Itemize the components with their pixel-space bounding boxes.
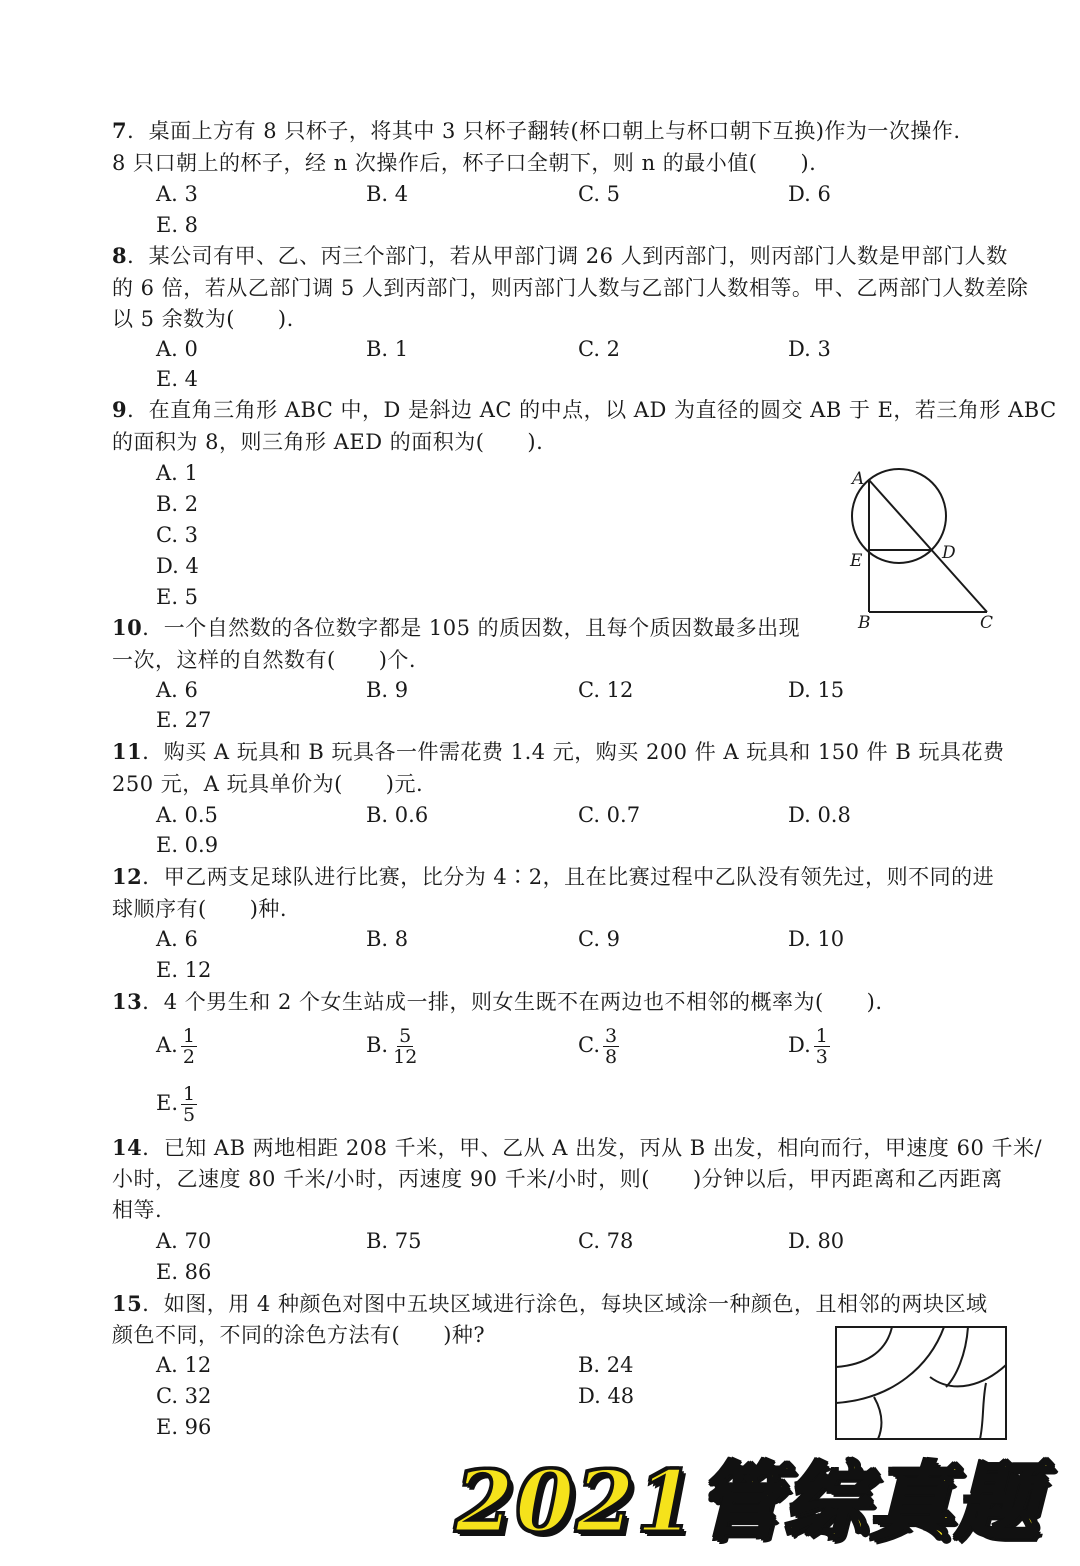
q15-option-e: E. 96: [156, 1415, 212, 1439]
q12-option-a: A. 6: [156, 927, 198, 951]
q11-option-c: C. 0.7: [578, 803, 641, 827]
figure-frame: [836, 1327, 1006, 1439]
q15-option-a: A. 12: [156, 1353, 212, 1377]
q7-option-e: E. 8: [156, 213, 199, 237]
q7-line-1: 7．桌面上方有 8 只杯子，将其中 3 只杯子翻转(杯口朝上与杯口朝下互换)作为一次操作.: [112, 118, 961, 143]
figure-divider-3: [980, 1383, 986, 1439]
q9-option-e: E. 5: [156, 585, 199, 609]
q15-line-1: 15．如图，用 4 种颜色对图中五块区域进行涂色，每块区域涂一种颜色，且相邻的两块区域: [112, 1291, 988, 1316]
q11-option-b: B. 0.6: [366, 803, 429, 827]
figure-arc-outer: [836, 1327, 892, 1367]
q7-line-2: 8 只口朝上的杯子，经 n 次操作后，杯子口全朝下，则 n 的最小值( ).: [112, 151, 817, 175]
q9-line-1: 9．在直角三角形 ABC 中，D 是斜边 AC 的中点，以 AD 为直径的圆交 AB 于 E，若三角形 ABC: [112, 397, 1057, 422]
q12-line-1: 12．甲乙两支足球队进行比赛，比分为 4∶2，且在比赛过程中乙队没有领先过，则不同的进: [112, 864, 995, 889]
q11-line-1: 11．购买 A 玩具和 B 玩具各一件需花费 1.4 元，购买 200 件 A 玩具和 150 件 B 玩具花费: [112, 739, 1005, 764]
q9-option-b: B. 2: [156, 492, 199, 516]
q14-line-2: 小时，乙速度 80 千米/小时，丙速度 90 千米/小时，则( )分钟以后，甲丙距离和乙丙距离: [112, 1167, 1003, 1191]
q8-option-d: D. 3: [788, 337, 831, 361]
q9-option-d: D. 4: [156, 554, 199, 578]
q15-option-b: B. 24: [578, 1353, 634, 1377]
q13-option-d: D. $\frac{1}{3}$: [788, 1025, 828, 1068]
figure-label-a: A: [852, 469, 865, 489]
q10-option-d: D. 15: [788, 678, 845, 702]
q14-option-d: D. 80: [788, 1229, 845, 1253]
q13-option-a: A. $\frac{1}{2}$: [156, 1025, 195, 1068]
fraction: $\frac{1}{5}$: [183, 1083, 196, 1126]
figure-label-e: E: [850, 551, 863, 571]
q13-option-c: C. $\frac{3}{8}$: [578, 1025, 618, 1068]
q14-option-c: C. 78: [578, 1229, 634, 1253]
q10-option-c: C. 12: [578, 678, 634, 702]
q15-option-c: C. 32: [156, 1384, 212, 1408]
q9-number: 9: [112, 397, 128, 422]
q9-option-a: A. 1: [156, 461, 198, 485]
q8-option-c: C. 2: [578, 337, 621, 361]
q14-line-3: 相等.: [112, 1198, 163, 1222]
fraction: $\frac{1}{3}$: [815, 1025, 828, 1068]
q8-line-2: 的 6 倍，若从乙部门调 5 人到丙部门，则丙部门人数与乙部门人数相等。甲、乙两部门人数差除: [112, 276, 1029, 300]
q14-option-a: A. 70: [156, 1229, 212, 1253]
fraction: $\frac{1}{2}$: [182, 1025, 195, 1068]
q10-line-2: 一次，这样的自然数有( )个.: [112, 648, 417, 672]
q7-option-d: D. 6: [788, 182, 831, 206]
q10-option-b: B. 9: [366, 678, 409, 702]
q8-option-b: B. 1: [366, 337, 409, 361]
q14-option-e: E. 86: [156, 1260, 212, 1284]
q13-line-1: 13．4 个男生和 2 个女生站成一排，则女生既不在两边也不相邻的概率为( ).: [112, 989, 883, 1014]
five-region-figure: [834, 1325, 1010, 1443]
q12-line-2: 球顺序有( )种.: [112, 897, 288, 921]
figure-side-ac: [869, 480, 987, 612]
q7-option-b: B. 4: [366, 182, 409, 206]
fraction: $\frac{3}{8}$: [605, 1025, 618, 1068]
figure-label-c: C: [980, 613, 994, 633]
q9-line-2: 的面积为 8，则三角形 AED 的面积为( ).: [112, 430, 544, 454]
q10-number: 10: [112, 615, 143, 640]
q8-number: 8: [112, 243, 128, 268]
q11-option-e: E. 0.9: [156, 833, 219, 857]
figure-divider-2: [946, 1327, 968, 1387]
fraction: $\frac{5}{12}$: [393, 1025, 418, 1068]
q8-option-a: A. 0: [156, 337, 198, 361]
q8-line-3: 以 5 余数为( ).: [112, 307, 294, 331]
q13-option-b: B. $\frac{5}{12}$: [366, 1025, 418, 1068]
q15-number: 15: [112, 1291, 143, 1316]
q10-line-1: 10．一个自然数的各位数字都是 105 的质因数，且每个质因数最多出现: [112, 615, 801, 640]
q7-number: 7: [112, 118, 128, 143]
q12-option-d: D. 10: [788, 927, 845, 951]
q12-option-b: B. 8: [366, 927, 409, 951]
triangle-circle-figure: [840, 460, 1010, 640]
q15-option-d: D. 48: [578, 1384, 635, 1408]
q8-line-1: 8．某公司有甲、乙、丙三个部门，若从甲部门调 26 人到丙部门，则丙部门人数是甲部门人数: [112, 243, 1008, 268]
q9-option-c: C. 3: [156, 523, 199, 547]
figure-arc-right: [930, 1365, 1006, 1386]
q10-option-a: A. 6: [156, 678, 198, 702]
q14-line-1: 14．已知 AB 两地相距 208 千米，甲、乙从 A 出发，丙从 B 出发，相向而行，甲速度 60 千米/: [112, 1135, 1043, 1160]
q11-number: 11: [112, 739, 143, 764]
q14-option-b: B. 75: [366, 1229, 422, 1253]
q12-number: 12: [112, 864, 143, 889]
q7-option-c: C. 5: [578, 182, 621, 206]
q13-option-e: E. $\frac{1}{5}$: [156, 1083, 196, 1126]
q8-option-e: E. 4: [156, 367, 199, 391]
q11-line-2: 250 元，A 玩具单价为( )元.: [112, 772, 424, 796]
q12-option-c: C. 9: [578, 927, 621, 951]
figure-label-b: B: [858, 613, 871, 633]
q11-option-d: D. 0.8: [788, 803, 851, 827]
figure-label-d: D: [942, 543, 956, 563]
q7-option-a: A. 3: [156, 182, 198, 206]
figure-divider-1: [874, 1397, 881, 1439]
q14-number: 14: [112, 1135, 143, 1160]
q15-line-2: 颜色不同，不同的涂色方法有( )种?: [112, 1323, 486, 1347]
q10-option-e: E. 27: [156, 708, 212, 732]
q13-number: 13: [112, 989, 143, 1014]
banner-title: 2021管综真题: [455, 1452, 1041, 1551]
q11-option-a: A. 0.5: [156, 803, 218, 827]
q12-option-e: E. 12: [156, 958, 212, 982]
